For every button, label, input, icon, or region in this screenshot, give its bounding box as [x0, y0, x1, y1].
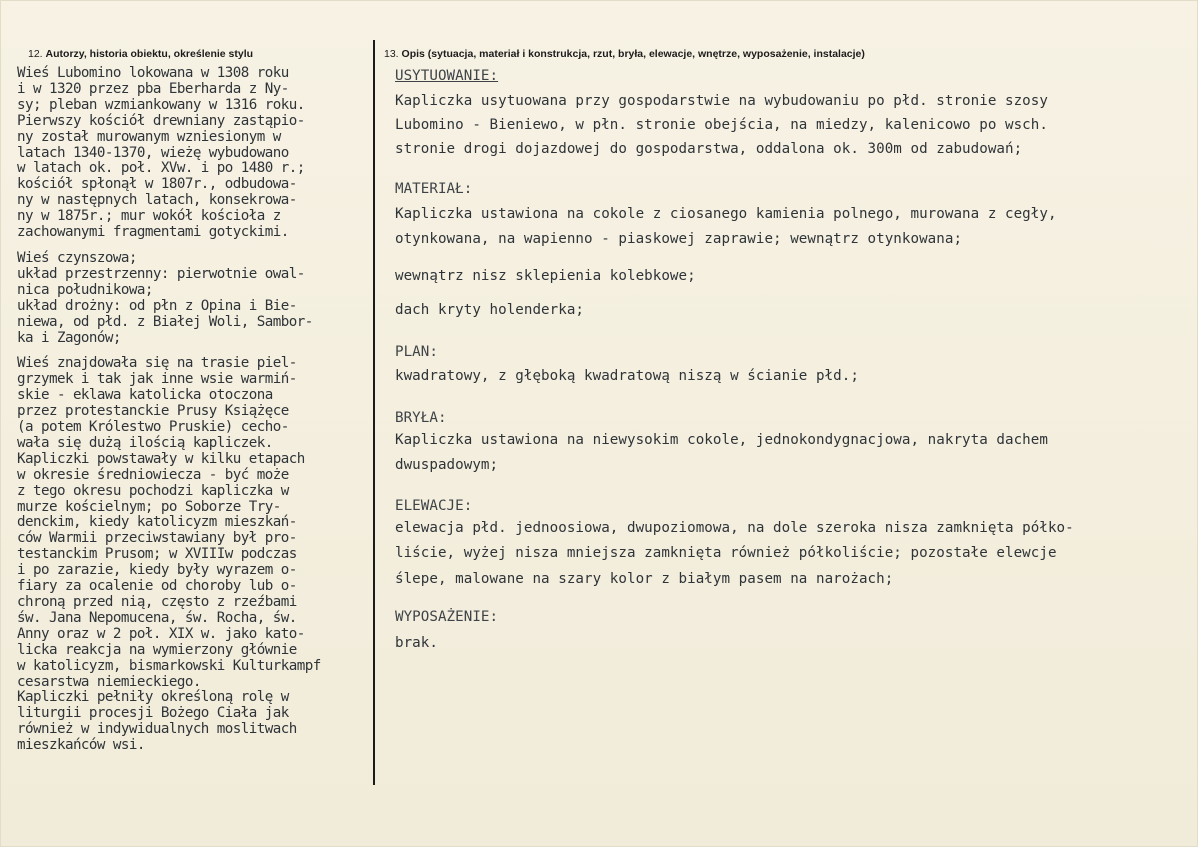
section-line: dwuspadowym;: [395, 457, 499, 473]
history-line: niewa, od płd. z Białej Woli, Sambor-: [17, 313, 313, 330]
section-line: Kapliczka usytuowana przy gospodarstwie na wybudowaniu po płd. stronie szosy: [395, 93, 1048, 109]
history-line: licka reakcja na wymierzony głównie: [17, 641, 297, 658]
section-heading: BRYŁA:: [395, 410, 447, 426]
section-line: dach kryty holenderka;: [395, 302, 585, 318]
section-line: wewnątrz nisz sklepienia kolebkowe;: [395, 268, 696, 284]
history-line: grzymek i tak jak inne wsie warmiń-: [17, 371, 297, 388]
history-line: układ drożny: od płn z Opina i Bie-: [17, 297, 297, 314]
left-header-number: 12.: [28, 48, 43, 60]
history-line: denckim, kiedy katolicyzm mieszkań-: [17, 514, 297, 531]
history-line: Kapliczki pełniły określoną rolę w: [17, 689, 289, 706]
history-line: testanckim Prusom; w XVIIIw podczas: [17, 546, 297, 563]
history-line: układ przestrzenny: pierwotnie owal-: [17, 265, 305, 282]
history-line: przez protestanckie Prusy Książęce: [17, 403, 289, 420]
column-divider: [373, 40, 375, 785]
section-heading: ELEWACJE:: [395, 498, 473, 514]
section-line: ślepe, malowane na szary kolor z białym pasem na narożach;: [395, 571, 894, 587]
right-header-title-bold: Opis: [401, 48, 425, 60]
faint-watermark: [560, 0, 860, 40]
history-line: ny w następnych latach, konsekrowa-: [17, 192, 297, 209]
history-line: i w 1320 przez pba Eberharda z Ny-: [17, 80, 289, 97]
history-line: murze kościelnym; po Soborze Try-: [17, 498, 281, 515]
left-column-header: [28, 48, 253, 60]
history-line: Pierwszy kościół drewniany zastąpio-: [17, 112, 305, 129]
history-line: ka i Zagonów;: [17, 329, 121, 346]
history-line: liturgii procesji Bożego Ciała jak: [17, 705, 289, 722]
right-header-title-rest: (sytuacja, materiał i konstrukcja, rzut, bryła, elewacje, wnętrze, wyposażenie, instalacje): [427, 48, 865, 60]
history-line: chroną przed nią, często z rzeźbami: [17, 594, 297, 610]
history-line: w katolicyzm, bismarkowski Kulturkampf: [17, 657, 321, 674]
history-line: Wieś czynszowa;: [17, 249, 137, 266]
section-heading: WYPOSAŻENIE:: [395, 609, 499, 625]
history-line: sy; pleban wzmiankowany w 1316 roku.: [17, 96, 305, 113]
section-heading: PLAN:: [395, 344, 438, 360]
section-heading: USYTUOWANIE:: [395, 68, 499, 84]
history-line: Wieś znajdowała się na trasie piel-: [17, 355, 297, 372]
history-line: ny w 1875r.; mur wokół kościoła z: [17, 208, 281, 225]
history-line: Kapliczki powstawały w kilku etapach: [17, 450, 305, 467]
history-line: kościół spłonął w 1807r., odbudowa-: [17, 176, 297, 193]
left-header-title: Autorzy, historia obiektu, określenie stylu: [45, 48, 254, 60]
section-line: stronie drogi dojazdowej do gospodarstwa, oddalona ok. 300m od zabudowań;: [395, 141, 1023, 157]
history-line: (a potem Królestwo Pruskie) cecho-: [17, 419, 289, 436]
history-line: cesarstwa niemieckiego.: [17, 673, 201, 690]
history-line: wała się dużą ilością kapliczek.: [17, 434, 273, 451]
history-line: i po zarazie, kiedy były wyrazem o-: [17, 562, 297, 579]
history-line: w latach ok. poł. XVw. i po 1480 r.;: [17, 160, 305, 177]
section-line: brak.: [395, 635, 438, 651]
section-line: kwadratowy, z głęboką kwadratową niszą w ścianie płd.;: [395, 368, 859, 384]
history-line: Anny oraz w 2 poł. XIX w. jako kato-: [17, 625, 305, 642]
history-line: fiary za ocalenie od choroby lub o-: [17, 578, 297, 595]
right-column-header: [384, 48, 865, 60]
history-text: [17, 66, 373, 754]
history-line: św. Jana Nepomucena, św. Rocha, św.: [17, 609, 297, 626]
history-line: latach 1340-1370, wieżę wybudowano: [17, 144, 289, 161]
history-line: zachowanymi fragmentami gotyckimi.: [17, 224, 289, 241]
history-line: ny został murowanym wzniesionym w: [17, 128, 281, 145]
section-line: elewacja płd. jednoosiowa, dwupoziomowa, na dole szeroka nisza zamknięta półko-: [395, 520, 1074, 536]
section-line: liście, wyżej nisza mniejsza zamknięta również półkoliście; pozostałe elewcje: [395, 545, 1057, 561]
section-line: Lubomino - Bieniewo, w płn. stronie obejścia, na miedzy, kalenicowo po wsch.: [395, 117, 1048, 133]
history-line: w okresie średniowiecza - być może: [17, 466, 289, 483]
section-line: Kapliczka ustawiona na cokole z ciosanego kamienia polnego, murowana z cegły,: [395, 206, 1057, 222]
history-line: Wieś Lubomino lokowana w 1308 roku: [17, 65, 289, 81]
history-line: z tego okresu pochodzi kapliczka w: [17, 482, 289, 499]
section-heading: MATERIAŁ:: [395, 181, 473, 197]
section-line: Kapliczka ustawiona na niewysokim cokole, jednokondygnacjowa, nakryta dachem: [395, 432, 1048, 448]
section-line: otynkowana, na wapienno - piaskowej zaprawie; wewnątrz otynkowana;: [395, 231, 963, 247]
history-line: skie - eklawa katolicka otoczona: [17, 387, 273, 404]
history-line: mieszkańców wsi.: [17, 737, 145, 754]
right-header-number: 13.: [384, 48, 399, 60]
history-line: nica południkowa;: [17, 281, 153, 298]
history-line: ców Warmii przeciwstawiany był pro-: [17, 530, 297, 547]
history-line: również w indywidualnych moslitwach: [17, 721, 297, 738]
